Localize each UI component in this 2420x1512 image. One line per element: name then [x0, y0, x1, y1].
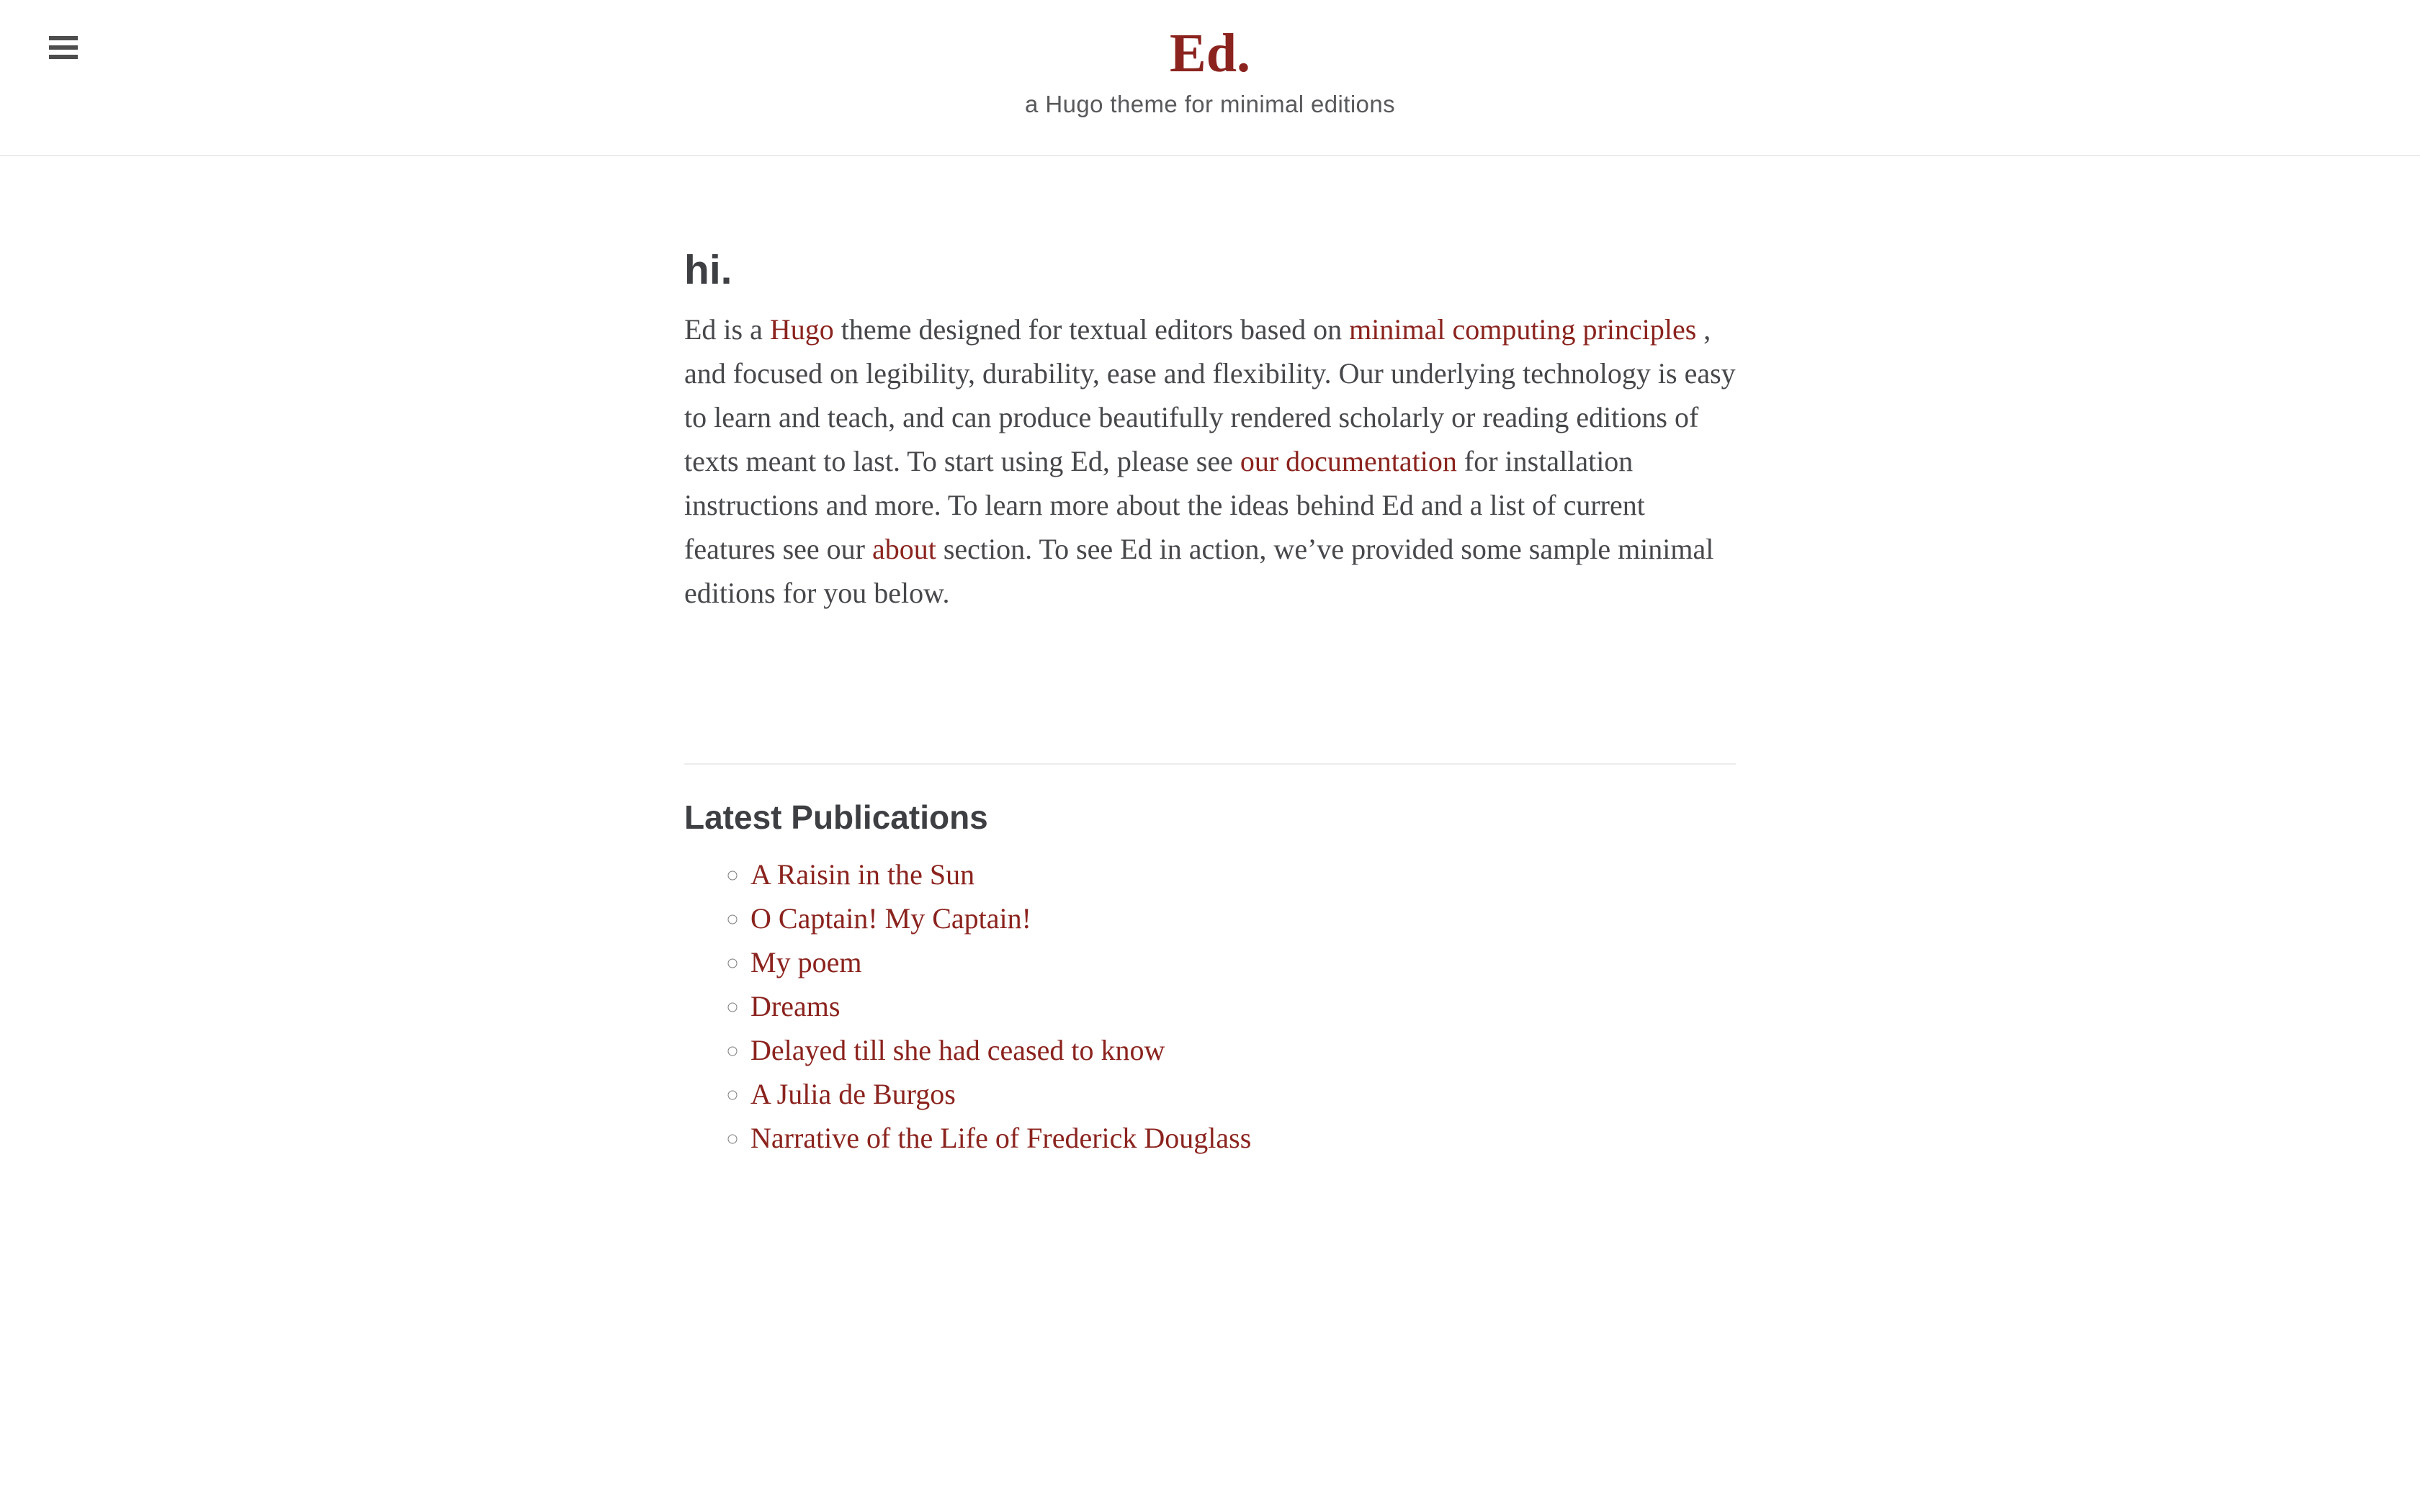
hamburger-icon — [49, 36, 78, 40]
publication-link[interactable]: My poem — [750, 945, 862, 978]
main-content — [684, 156, 1736, 1160]
publication-link[interactable]: O Captain! My Captain! — [750, 901, 1031, 935]
page-heading: hi. — [684, 247, 732, 293]
list-item — [750, 984, 1736, 1028]
publication-link[interactable]: A Julia de Burgos — [750, 1077, 956, 1110]
publication-link[interactable]: Dreams — [750, 989, 841, 1022]
hamburger-icon — [49, 45, 78, 50]
list-item — [750, 940, 1736, 984]
hamburger-icon — [49, 55, 78, 59]
inline-link[interactable]: about — [871, 533, 936, 566]
intro-text-segment: section. To see Ed in action, we’ve provided some sample minimal editions for you below. — [684, 533, 1714, 610]
publications-heading: Latest Publications — [684, 798, 988, 837]
site-title — [0, 23, 2420, 84]
list-item — [750, 1072, 1736, 1116]
list-item — [750, 1116, 1736, 1160]
intro-text-segment: theme designed for textual editors based on — [833, 313, 1350, 346]
inline-link[interactable]: our documentation — [1240, 445, 1457, 478]
intro-paragraph — [684, 307, 1736, 615]
publication-link[interactable]: A Raisin in the Sun — [750, 858, 975, 891]
section-divider — [684, 763, 1736, 765]
inline-link[interactable]: Hugo — [769, 313, 834, 346]
publications-list — [684, 852, 1736, 1160]
intro-text-segment: , and focused on legibility, durability, ease and flexibility. Our underlying technology is easy to learn and teach, and can produce beautifully rendered scholarly or reading editions of texts meant to last. To start using Ed, please see — [684, 313, 1736, 478]
inline-link[interactable]: minimal computing principles — [1349, 313, 1697, 346]
list-item — [750, 1028, 1736, 1072]
site-subtitle: a Hugo theme for minimal editions — [1025, 91, 1395, 117]
publication-link[interactable]: Narrative of the Life of Frederick Douglass — [750, 1121, 1252, 1154]
intro-text-segment: for installation instructions and more. To learn more about the ideas behind Ed and a list of current features see our — [684, 445, 1645, 566]
menu-button[interactable] — [49, 36, 78, 59]
publication-link[interactable]: Delayed till she had ceased to know — [750, 1033, 1165, 1066]
site-header — [0, 0, 2420, 156]
list-item — [750, 852, 1736, 896]
site-title-link[interactable]: Ed. — [1170, 23, 1250, 84]
list-item — [750, 896, 1736, 940]
intro-text-segment: Ed is a — [684, 313, 770, 346]
